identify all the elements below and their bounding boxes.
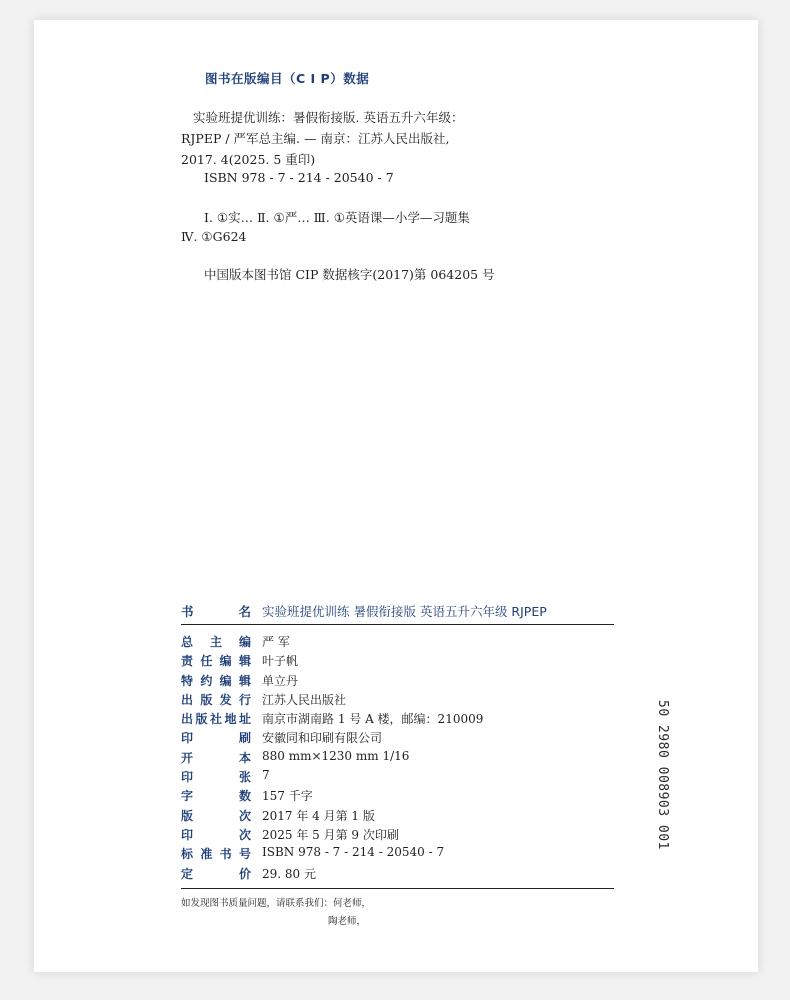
bib-row-label: 标 准 书 号 [181, 847, 251, 862]
bib-row-value: 2025 年 5 月第 9 次印刷 [262, 827, 399, 842]
bib-row [181, 826, 614, 845]
cip-data-number: 中国版本图书馆 CIP 数据核字(2017)第 064205 号 [204, 267, 495, 282]
bib-row-label: 总 主 编 [181, 635, 251, 649]
book-title-value: 实验班提优训练 暑假衔接版 英语五升六年级 RJPEP [262, 604, 547, 619]
barcode-number: 50 2980 008903 001 [655, 700, 670, 850]
bib-row [181, 710, 614, 729]
contact-note-line-1: 如发现图书质量问题，请联系我们：何老师， [181, 898, 372, 909]
cip-title: 图书在版编目（C I P）数据 [205, 71, 370, 86]
book-title-row [181, 600, 614, 625]
bib-row [181, 652, 614, 671]
bottom-rule [181, 888, 614, 889]
bib-row-label: 特 约 编 辑 [181, 673, 251, 688]
bib-row [181, 787, 614, 806]
bib-row-value: 南京市湖南路 1 号 A 楼，邮编：210009 [262, 712, 484, 727]
book-title-label: 书 名 [181, 604, 251, 619]
bib-row-label: 出 版 发 行 [181, 692, 251, 707]
cip-classification-line: Ⅰ. ①实… Ⅱ. ①严… Ⅲ. ①英语课—小学—习题集 [204, 210, 470, 225]
bib-row-value: 严 军 [262, 635, 290, 649]
bib-row-label: 责 任 编 辑 [181, 654, 251, 669]
cip-line-3: 2017. 4(2025. 5 重印) [181, 152, 316, 167]
bib-row [181, 749, 614, 768]
bib-row-label: 印 刷 [181, 731, 251, 746]
bibliographic-rows [181, 625, 614, 884]
bib-row-value: 2017 年 4 月第 1 版 [262, 808, 375, 823]
bib-row-value: 880 mm×1230 mm 1/16 [262, 748, 410, 763]
bib-row-value: 29. 80 元 [262, 866, 316, 881]
bib-row-value: 江苏人民出版社 [262, 692, 347, 707]
bib-row-label: 印 次 [181, 827, 251, 842]
cip-line-1: 实验班提优训练：暑假衔接版. 英语五升六年级： [193, 110, 464, 125]
cip-classification-line-2: Ⅳ. ①G624 [181, 229, 247, 244]
bib-row [181, 691, 614, 710]
bib-row-value: ISBN 978 - 7 - 214 - 20540 - 7 [262, 845, 445, 860]
bib-row-value: 安徽同和印刷有限公司 [262, 731, 383, 746]
bib-row [181, 633, 614, 652]
bib-row-label: 定 价 [181, 866, 251, 881]
bib-row-value: 叶子帆 [262, 654, 299, 669]
cip-line-2: RJPEP / 严军总主编. — 南京：江苏人民出版社, [181, 131, 450, 146]
bib-row [181, 672, 614, 691]
bib-row-label: 版 次 [181, 808, 251, 823]
bib-row [181, 845, 614, 864]
bib-row-value: 7 [262, 768, 270, 783]
contact-note-line-2: 陶老师， [328, 916, 367, 927]
bib-row [181, 807, 614, 826]
bib-row-label: 印 张 [181, 770, 251, 785]
bib-row [181, 768, 614, 787]
bib-row-label: 出 版 社 地 址 [181, 712, 251, 727]
bib-row-label: 开 本 [181, 750, 251, 765]
bib-row-value: 单立丹 [262, 673, 299, 688]
bib-row [181, 729, 614, 748]
bib-row-label: 字 数 [181, 789, 251, 804]
bibliographic-table [181, 600, 614, 889]
bib-row [181, 865, 614, 884]
bib-row-value: 157 千字 [262, 789, 313, 804]
cip-isbn-line: ISBN 978 - 7 - 214 - 20540 - 7 [204, 170, 394, 185]
